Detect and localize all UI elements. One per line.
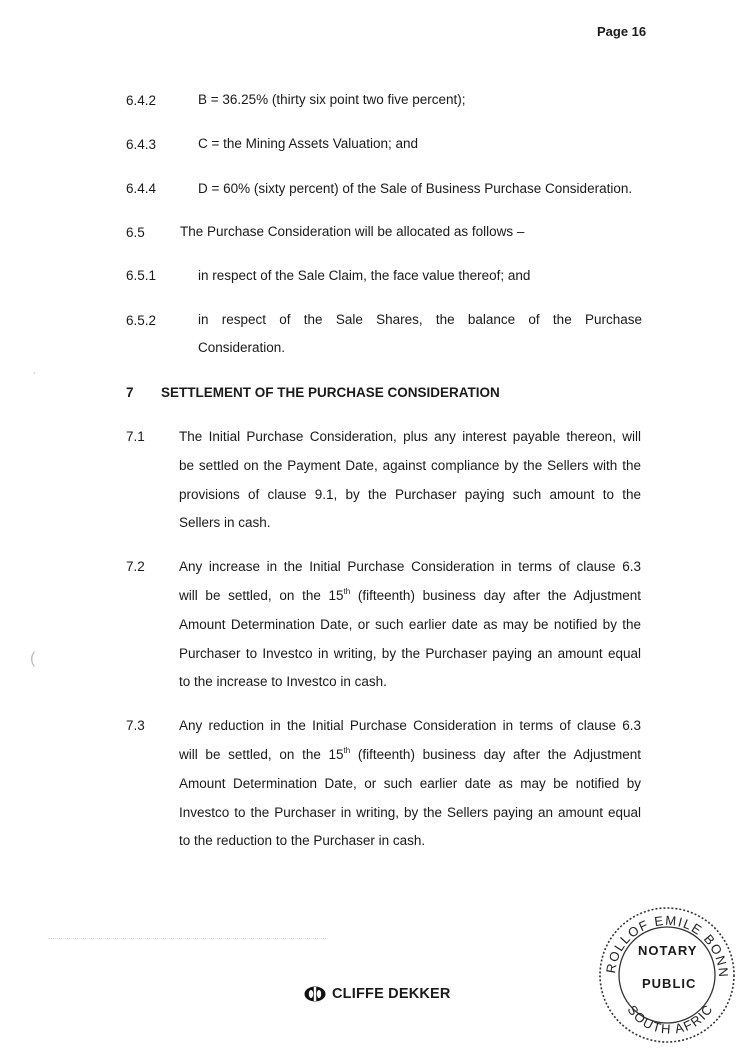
clause-text: provisions of clause 9.1, by the Purchaser paying such amount to the: [179, 487, 641, 502]
clause-text: The Purchase Consideration will be allocated as follows –: [180, 224, 525, 239]
stamp-line-notary: NOTARY: [638, 943, 698, 958]
scan-speck: ‚: [33, 365, 36, 376]
clause-number: 6.5: [126, 225, 145, 240]
clause-text: Investco to the Purchaser in writing, by the Sellers paying an amount equal: [179, 805, 641, 820]
notary-seal-icon: [597, 905, 737, 1045]
section-number: 7: [126, 385, 134, 400]
page-number: Page 16: [597, 24, 647, 39]
clause-text: Any increase in the Initial Purchase Consideration in terms of clause 6.3: [179, 559, 641, 574]
footer-logo: [304, 986, 451, 1002]
clause-text-part: (fifteenth) business day after the Adjustment: [350, 588, 641, 603]
section-heading: SETTLEMENT OF THE PURCHASE CONSIDERATION: [161, 385, 500, 400]
clause-number: 6.4.3: [126, 137, 157, 152]
clause-number: 7.2: [126, 559, 145, 574]
svg-text:ROLLOF EMILE BONNET: ROLLOF EMILE BONN: [602, 912, 732, 979]
clause-text-part: will be settled, on the 15: [179, 747, 344, 762]
clause-number: 6.5.2: [126, 313, 157, 328]
stamp-line-public: PUBLIC: [642, 976, 697, 991]
clause-number: 6.5.1: [126, 268, 157, 283]
svg-text:SOUTH AFRICA: SOUTH AFRIC: [624, 1001, 717, 1037]
clause-text: Amount Determination Date, or such earlier date as may be notified by: [179, 776, 641, 791]
clause-text: B = 36.25% (thirty six point two five percent);: [198, 92, 466, 107]
clause-text: The Initial Purchase Consideration, plus any interest payable thereon, will: [179, 429, 641, 444]
ordinal-suffix: th: [343, 746, 351, 755]
clause-text: Consideration.: [198, 340, 286, 355]
clause-text: [179, 582, 641, 611]
ordinal-suffix: th: [343, 587, 351, 596]
clause-text: Purchaser to Investco in writing, by the Purchaser paying an amount equal: [179, 646, 641, 661]
clause-text: Sellers in cash.: [179, 515, 271, 530]
logo-text: CLIFFE DEKKER: [332, 986, 451, 1002]
clause-text: [179, 741, 641, 770]
clause-text: in respect of the Sale Shares, the balance of the Purchase: [198, 312, 642, 327]
clause-number: 6.4.4: [126, 181, 157, 196]
clause-text-part: will be settled, on the 15: [179, 588, 344, 603]
clause-text: Amount Determination Date, or such earlier date as may be notified by the: [179, 617, 641, 632]
clause-text: to the reduction to the Purchaser in cash.: [179, 833, 426, 848]
clause-text: C = the Mining Assets Valuation; and: [198, 136, 419, 151]
clause-text-part: (fifteenth) business day after the Adjustment: [350, 747, 641, 762]
faint-dotted-line: [48, 938, 328, 940]
clause-text: to the increase to Investco in cash.: [179, 674, 387, 689]
clause-text: Any reduction in the Initial Purchase Consideration in terms of clause 6.3: [179, 718, 641, 733]
clause-text: D = 60% (sixty percent) of the Sale of Business Purchase Consideration.: [198, 181, 633, 196]
cliffe-dekker-logo-icon: [304, 986, 326, 1002]
clause-text: be settled on the Payment Date, against compliance by the Sellers with the: [179, 458, 641, 473]
clause-number: 7.3: [126, 718, 145, 733]
clause-number: 6.4.2: [126, 93, 157, 108]
clause-number: 7.1: [126, 429, 145, 444]
scan-speck: (: [30, 650, 36, 667]
clause-text: in respect of the Sale Claim, the face value thereof; and: [198, 268, 531, 283]
notary-stamp: [597, 905, 737, 1045]
